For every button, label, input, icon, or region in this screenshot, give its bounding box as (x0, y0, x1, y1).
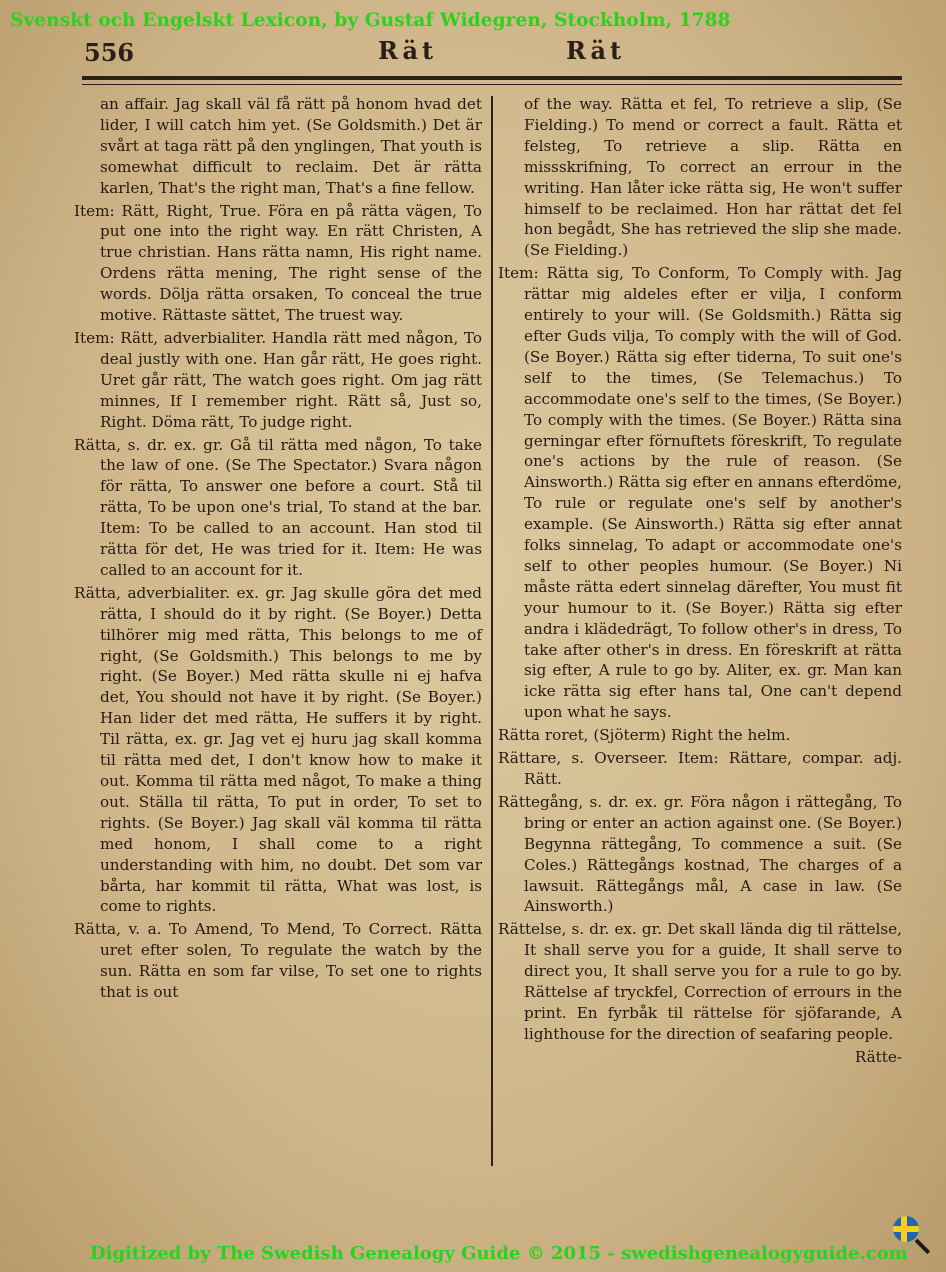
entry-paragraph: Rätta, s. dr. ex. gr. Gå til rätta med någon, To take the law of one. (Se The Spectator.) Svara någon för rätta, To answer one before a court. Stå til rätta, To be upon one's trial, To stand at the bar. Item: To be called to an account. Han stod til rätta för det, He was tried for it. Item: He was called to an account for it. (74, 435, 482, 579)
left-column (74, 94, 482, 1005)
entry-paragraph: Rätta, v. a. To Amend, To Mend, To Correct. Rätta uret efter solen, To regulate the watch by the sun. Rätta en som far vilse, To set one to rights that is out (74, 920, 482, 1002)
entry-paragraph: Rättegång, s. dr. ex. gr. Föra någon i rättegång, To bring or enter an action against one. (Se Boyer.) Begynna rättegång, To commence a suit. (Se Coles.) Rättegångs kostnad, The charges of a lawsuit. Rättegångs mål, A case in law. (Se Ainsworth.) (498, 792, 902, 916)
column-divider (491, 96, 493, 1166)
header-rule-thick (82, 76, 902, 80)
catchword: Rätte- (854, 1047, 902, 1066)
swedish-flag-magnifier-icon (893, 1216, 919, 1242)
entry-paragraph: Item: Rätta sig, To Conform, To Comply with. Jag rättar mig aldeles efter er vilja, I conform entirely to your will. (Se Goldsmith.) Rätta sig efter Guds vilja, To comply with the will of God. (Se Boyer.) Rätta sig efter tiderna, To suit one's self to the times, (Se Telemachus.) To accommodate one's self to the times, (Se Boyer.) To comply with the times. (Se Boyer.) Rätta sina gerningar efter förnuftets föreskrift, To regulate one's actions by the rule of reason. (Se Ainsworth.) Rätta sig efter en annans efterdöme, To rule or regulate one's self by another's example. (Se Ainsworth.) Rätta sig efter annat folks sinnelag, To adapt or accommodate one's self to other peoples humour. (Se Boyer.) Ni måste rätta edert sinnelag därefter, You must fit your humour to it. (Se Boyer.) Rätta sig efter andra i klädedrägt, To follow other's in dress, To take after other's in dress. En föreskrift at rätta sig efter, A rule to go by. Aliter, ex. gr. Man kan icke rätta sig efter hans tal, One can't depend upon what he says. (498, 264, 902, 722)
entry-paragraph: Rätta roret, (Sjöterm) Right the helm. (498, 726, 791, 745)
entry-paragraph: Rätta, adverbialiter. ex. gr. Jag skulle göra det med rätta, I should do it by right. (Se Boyer.) Detta tilhörer mig med rätta, This belongs to me of right, (Se Goldsmith.) This belongs to me by right. (Se Boyer.) Med rätta skulle ni ej hafva det, You should not have it by right. (Se Boyer.) Han lider det med rätta, He suffers it by right. Til rätta, ex. gr. Jag vet ej huru jag skall komma til rätta med det, I don't know how to make it out. Komma til rätta med något, To make a thing out. Ställa til rätta, To put in order, To set to rights. (Se Boyer.) Jag skall väl komma til rätta med honom, I shall come to a right understanding with him, no doubt. Det som var bårta, har kommit til rätta, What was lost, is come to rights. (74, 583, 482, 916)
magnifier-handle-icon (915, 1239, 931, 1255)
running-headword-right: Rät (566, 36, 626, 65)
entry-paragraph: Item: Rätt, Right, True. Föra en på rätta vägen, To put one into the right way. En rätt Christen, A true christian. Hans rätta namn, His right name. Ordens rätta mening, The right sense of the words. Dölja rätta orsaken, To conceal the true motive. Rättaste sättet, The truest way. (74, 201, 482, 325)
entry-paragraph: Rättelse, s. dr. ex. gr. Det skall lända dig til rättelse, It shall serve you for a guide, It shall serve to direct you, It shall serve you for a rule to go by. Rättelse af tryckfel, Correction of errours in the print. En fyrbåk til rättelse för sjöfarande, A lighthouse for the direction of seafaring people. (498, 920, 902, 1043)
entry-paragraph: Item: Rätt, adverbialiter. Handla rätt med någon, To deal justly with one. Han går rätt, He goes right. Uret går rätt, The watch goes right. Om jag rätt minnes, If I remember right. Rätt så, Just so, Right. Döma rätt, To judge right. (74, 328, 482, 431)
header-rule-thin (82, 84, 902, 85)
running-headword-left: Rät (378, 36, 438, 65)
entry-paragraph: of the way. Rätta et fel, To retrieve a slip, (Se Fielding.) To mend or correct a fault. Rätta et felsteg, To retrieve a slip. Rätta en missskrifning, To correct an errour in the writing. Han låter icke rätta sig, He won't suffer himself to be reclaimed. Hon har rättat det fel hon begådt, She has retrieved the slip she made. (Se Fielding.) (524, 95, 902, 260)
watermark-footer: Digitized by The Swedish Genealogy Guide © 2015 - swedishgenealogyguide.com (90, 1243, 908, 1264)
entry-paragraph: an affair. Jag skall väl få rätt på honom hvad det lider, I will catch him yet. (Se Goldsmith.) Det är svårt at taga rätt på den ynglingen, That youth is somewhat difficult to reclaim. Det är rätta karlen, That's the right man, That's a fine fellow. (100, 95, 482, 197)
right-column (498, 94, 902, 1068)
page-number: 556 (84, 38, 135, 67)
entry-paragraph: Rättare, s. Overseer. Item: Rättare, compar. adj. Rätt. (498, 749, 902, 788)
watermark-title: Svenskt och Engelskt Lexicon, by Gustaf Widegren, Stockholm, 1788 (10, 10, 731, 31)
